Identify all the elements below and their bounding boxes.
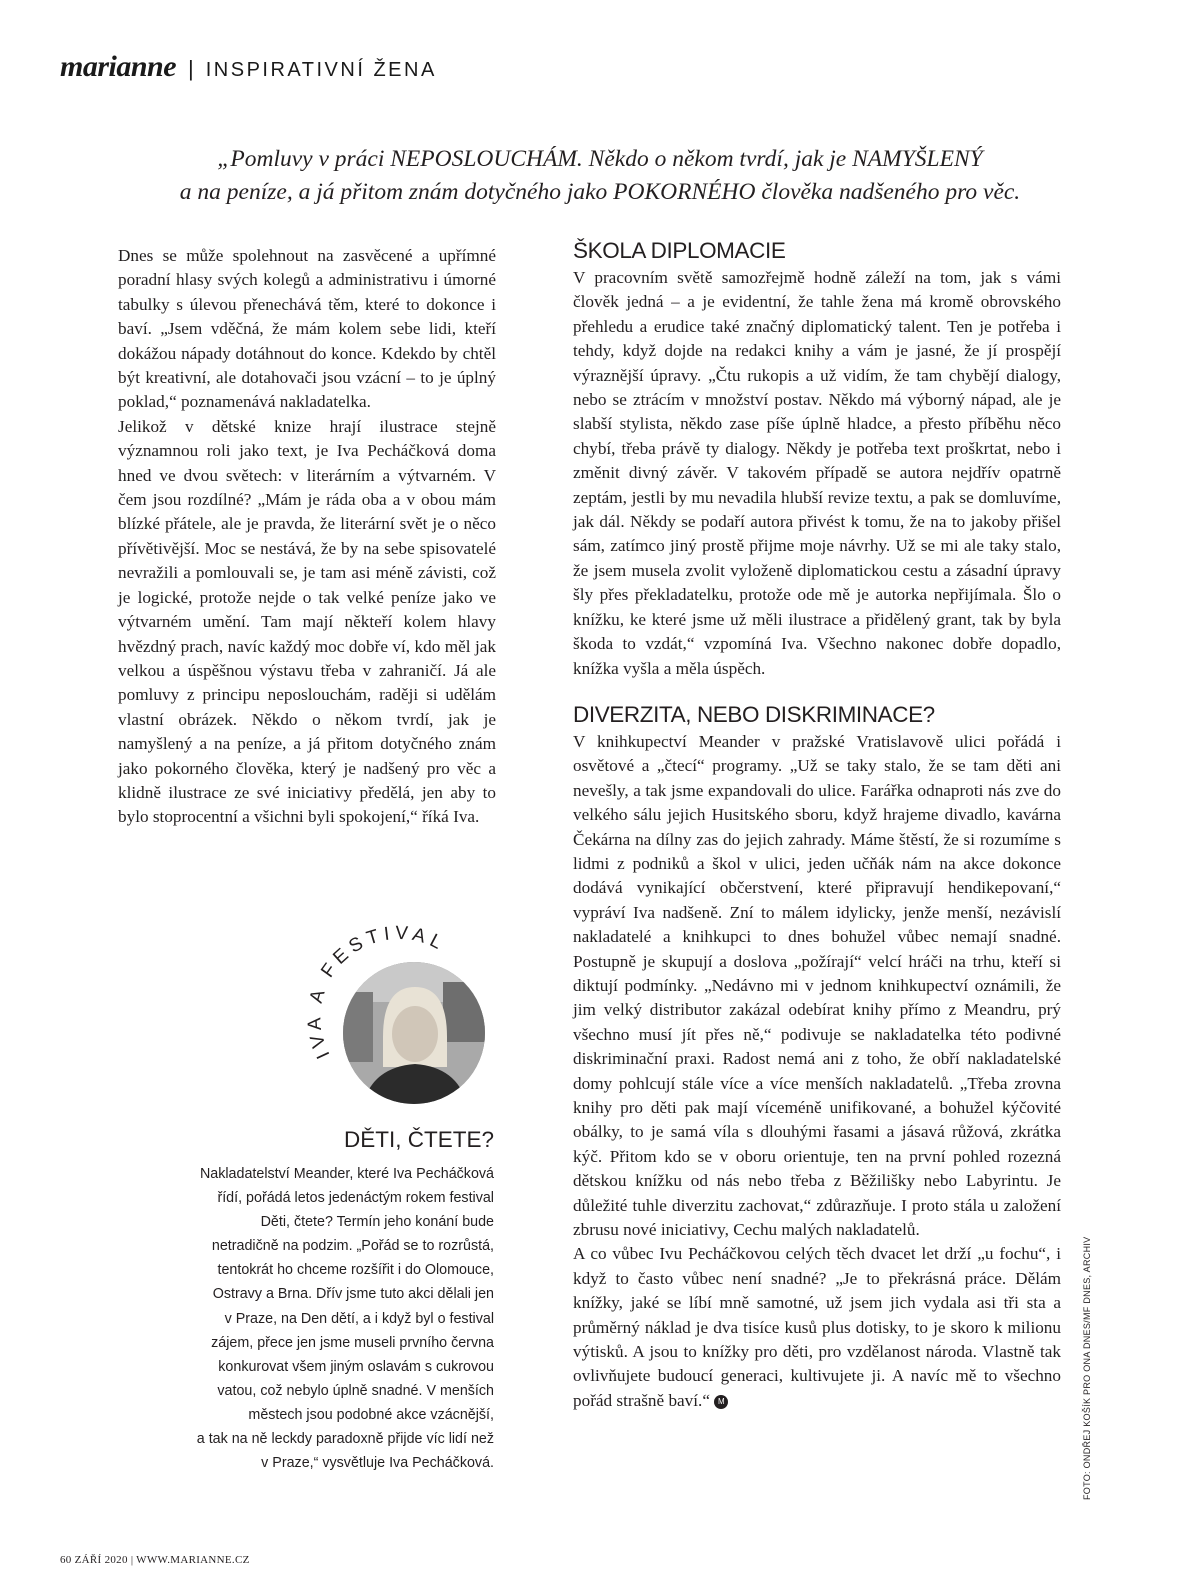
pull-quote bbox=[120, 143, 1080, 209]
festival-arc-text: IVA A FESTIVAL bbox=[304, 925, 450, 1062]
sidebar-body bbox=[164, 1162, 494, 1475]
sidebar-line: tentokrát ho chceme rozšířit i do Olomouce, bbox=[217, 1262, 494, 1279]
sidebar-line: zájem, přece jen jsme museli prvního června bbox=[211, 1334, 494, 1351]
sidebar-line: Ostravy a Brna. Dřív jsme tuto akci dělali jen bbox=[212, 1286, 494, 1303]
heading-skola-diplomacie: ŠKOLA DIPLOMACIE bbox=[573, 238, 786, 263]
sidebar-line: Nakladatelství Meander, které Iva Pecháčková bbox=[199, 1166, 494, 1182]
sidebar-line: a tak na ně leckdy paradoxně přijde víc lidí než bbox=[196, 1431, 494, 1448]
pull-quote-line-2: a na peníze, a já přitom znám dotyčného jako POKORNÉHO člověka nadšeného pro věc. bbox=[179, 179, 1021, 205]
sidebar-line: v Praze, na Den dětí, a i když byl o festival bbox=[224, 1310, 494, 1327]
page-header bbox=[60, 50, 437, 84]
sidebar-line: Děti, čtete? Termín jeho konání bude bbox=[260, 1214, 494, 1231]
heading-diverzita: DIVERZITA, NEBO DISKRIMINACE? bbox=[573, 701, 935, 727]
photo-credit: FOTO: ONDŘEJ KOŠÍK PRO ONA DNES/MF DNES, ARCHIV bbox=[1082, 1236, 1092, 1500]
sidebar-line: vatou, což nebylo úplně snadné. V menších bbox=[217, 1382, 494, 1399]
right-paragraph-3-text: A co vůbec Ivu Pecháčkovou celých těch dvacet let drží „u fochu“, i když to často vůbec není snadné? „Je to překrásná práce. Dělám knížky, jaké se líbí mně samotné, už jsem jich vydala asi tři sta a průměrný náklad je dva tisíce kusů plus dotisky, to je skoro k milionu výtisků. A jsou to knížky pro děti, pro vzdělanost národa. Vlastně tak ovlivňujete budoucí generaci, kultivujete ji. A navíc mě to všechno pořád strašně baví.“ bbox=[573, 1244, 1061, 1410]
right-column bbox=[573, 237, 1061, 1413]
portrait-photo bbox=[343, 962, 485, 1104]
header-separator: | bbox=[188, 56, 194, 81]
end-mark-icon: M bbox=[714, 1395, 728, 1409]
left-paragraph-2: Jelikož v dětské knize hrají ilustrace stejně významnou roli jako text, je Iva Pecháčková doma hned ve dvou světech: v literárním a výtvarném. V čem jsou rozdílné? „Mám je ráda oba a v obou mám blízké přátele, ale je pravda, že literární svět je o něco přívětivější. Moc se nestává, že by na sebe spisovatelé nevražili a pomlouvali se, je tam asi méně závisti, což je logické, protože nejde o tak velké peníze jako ve výtvarném umění. Tam mají někteří kolem hlavy hvězdný prach, navíc každý moc dobře ví, kdo měl jak velkou a úspěšnou výstavu třeba v zahraničí. Já ale pomluvy z principu neposlouchám, raději si udělám vlastní obrázek. Někdo o někom tvrdí, jak je namyšlený a na peníze, a já přitom dotyčného znám jako pokorného člověka, který je nadšený pro věc a klidně ilustrace ze své iniciativy předělá, jen aby to bylo stoprocentní a všichni byli spokojení,“ říká Iva. bbox=[118, 416, 496, 827]
right-paragraph-3 bbox=[573, 1242, 1061, 1413]
sidebar-line: netradičně na podzim. „Pořád se to rozrůstá, bbox=[211, 1238, 494, 1255]
sidebar-line: řídí, pořádá letos jedenáctým rokem festival bbox=[217, 1190, 494, 1207]
page-footer: 60 ZÁŘÍ 2020 | WWW.MARIANNE.CZ bbox=[60, 1554, 250, 1566]
sidebar-line: konkurovat všem jiným oslavám s cukrovou bbox=[218, 1358, 494, 1375]
marianne-logo: marianne bbox=[60, 50, 177, 83]
sidebar-title: DĚTI, ČTETE? bbox=[343, 1127, 494, 1152]
right-paragraph-2: V knihkupectví Meander v pražské Vratislavově ulici pořádá i osvětové a „čtecí“ programy. „Už se taky stalo, že se tam děti ani nevešly, a tak jsme expandovali do ulice. Farářka odnaproti nás zve do velkého sálu jejich Husitského sboru, když hrajeme divadlo, kavárna Čekárna na dílny zas do jejich zahrady. Máme štěstí, že si rozumíme s lidmi z podniků a škol v ulici, jeden učňák nám na akce dokonce dodává vynikající občerstvení, které připravují hendikepovaní,“ vypráví Iva nadšeně. Zní to málem idylicky, jenže menší, nezávislí nakladatelé a knihkupci to dnes bohužel vůbec nemají snadné. Postupně je skupují a doslova „požírají“ velcí hráči na trhu, kteří si diktují podmínky. „Nedávno mi v jednom knihkupectví oznámili, že jim velký distributor zakázal odebírat knihy přímo z Meandru, prý všechno musí jít přes ně,“ podivuje se nakladatelka této podivné diskriminační praxi. Radost nemá ani z toho, že obří nakladatelské domy pohlcují stále více a více menších nakladatelů. „Třeba zrovna knihy pro děti pak mají víceméně unifikované, a bohužel kýčovité obálky, to je samá víla s dlouhými řasami a jásavá růžová, zkrátka kýč. Přitom kdo se v oboru orientuje, ten na první pohled rozezná dětskou knížku od nás nebo třeba z Běžilišky nebo Labyrintu. Je důležité tuhle diverzitu zachovat,“ zdůrazňuje. I proto stála u založení zbrusu nové iniciativy, Cechu malých nakladatelů. bbox=[573, 731, 1061, 1240]
section-title: INSPIRATIVNÍ ŽENA bbox=[205, 59, 437, 81]
left-column bbox=[118, 244, 496, 830]
sidebar-line: v Praze,“ vysvětluje Iva Pecháčková. bbox=[261, 1455, 494, 1472]
left-paragraph-1: Dnes se může spolehnout na zasvěcené a upřímné poradní hlasy svých kolegů a administrativu i úmorné tabulky s úlevou přenechává těm, které to dokonce i baví. „Jsem vděčná, že mám kolem sebe lidi, kteří dokážou nápady dotáhnout do konce. Kdekdo by chtěl být kreativní, ale dotahovači jsou vzácní – to je úplný poklad,“ poznamenává nakladatelka. bbox=[118, 246, 496, 412]
pull-quote-line-1: „Pomluvy v práci NEPOSLOUCHÁM. Někdo o někom tvrdí, jak je NAMYŠLENÝ bbox=[217, 146, 983, 172]
sidebar-line: městech jsou podobné akce vzácnější, bbox=[248, 1406, 494, 1423]
right-paragraph-1: V pracovním světě samozřejmě hodně záleží na tom, jak s vámi člověk jedná – a je evidentní, že tahle žena má kromě obrovského přehledu a erudice také značný diplomatický talent. Ten je potřeba i tehdy, když dojde na redakci knihy a vám je jasné, že jí prospějí výraznější úpravy. „Čtu rukopis a už vidím, že tam chybějí dialogy, nebo se ztrácím v množství postav. Někdo má výborný nápad, ale je slabší stylista, někdo zase píše úplně hladce, a přesto příběhu něco chybí, třeba právě ty dialogy. Někdy je potřeba text proškrtat, nebo i změnit divný závěr. V takovém případě se autora nejdřív opatrně zeptám, jestli by mu nevadila hlubší revize textu, a pak se domluvíme, jak dál. Někdy se podaří autora přivést k tomu, že na to jakoby přišel sám, zatímco jiný prostě přijme moje návrhy. Už se mi ale taky stalo, že jsem musela zvolit vyloženě diplomatickou cestu a zásadní úpravy šly přes překladatelku, protože ode mě je autorka nepřijímala. Šlo o knížku, ke které jsme už měli ilustrace a přidělený grant, tak by byla škoda to vzdát,“ vzpomíná Iva. Všechno nakonec dobře dopadlo, knížka vyšla a měla úspěch. bbox=[573, 268, 1061, 678]
